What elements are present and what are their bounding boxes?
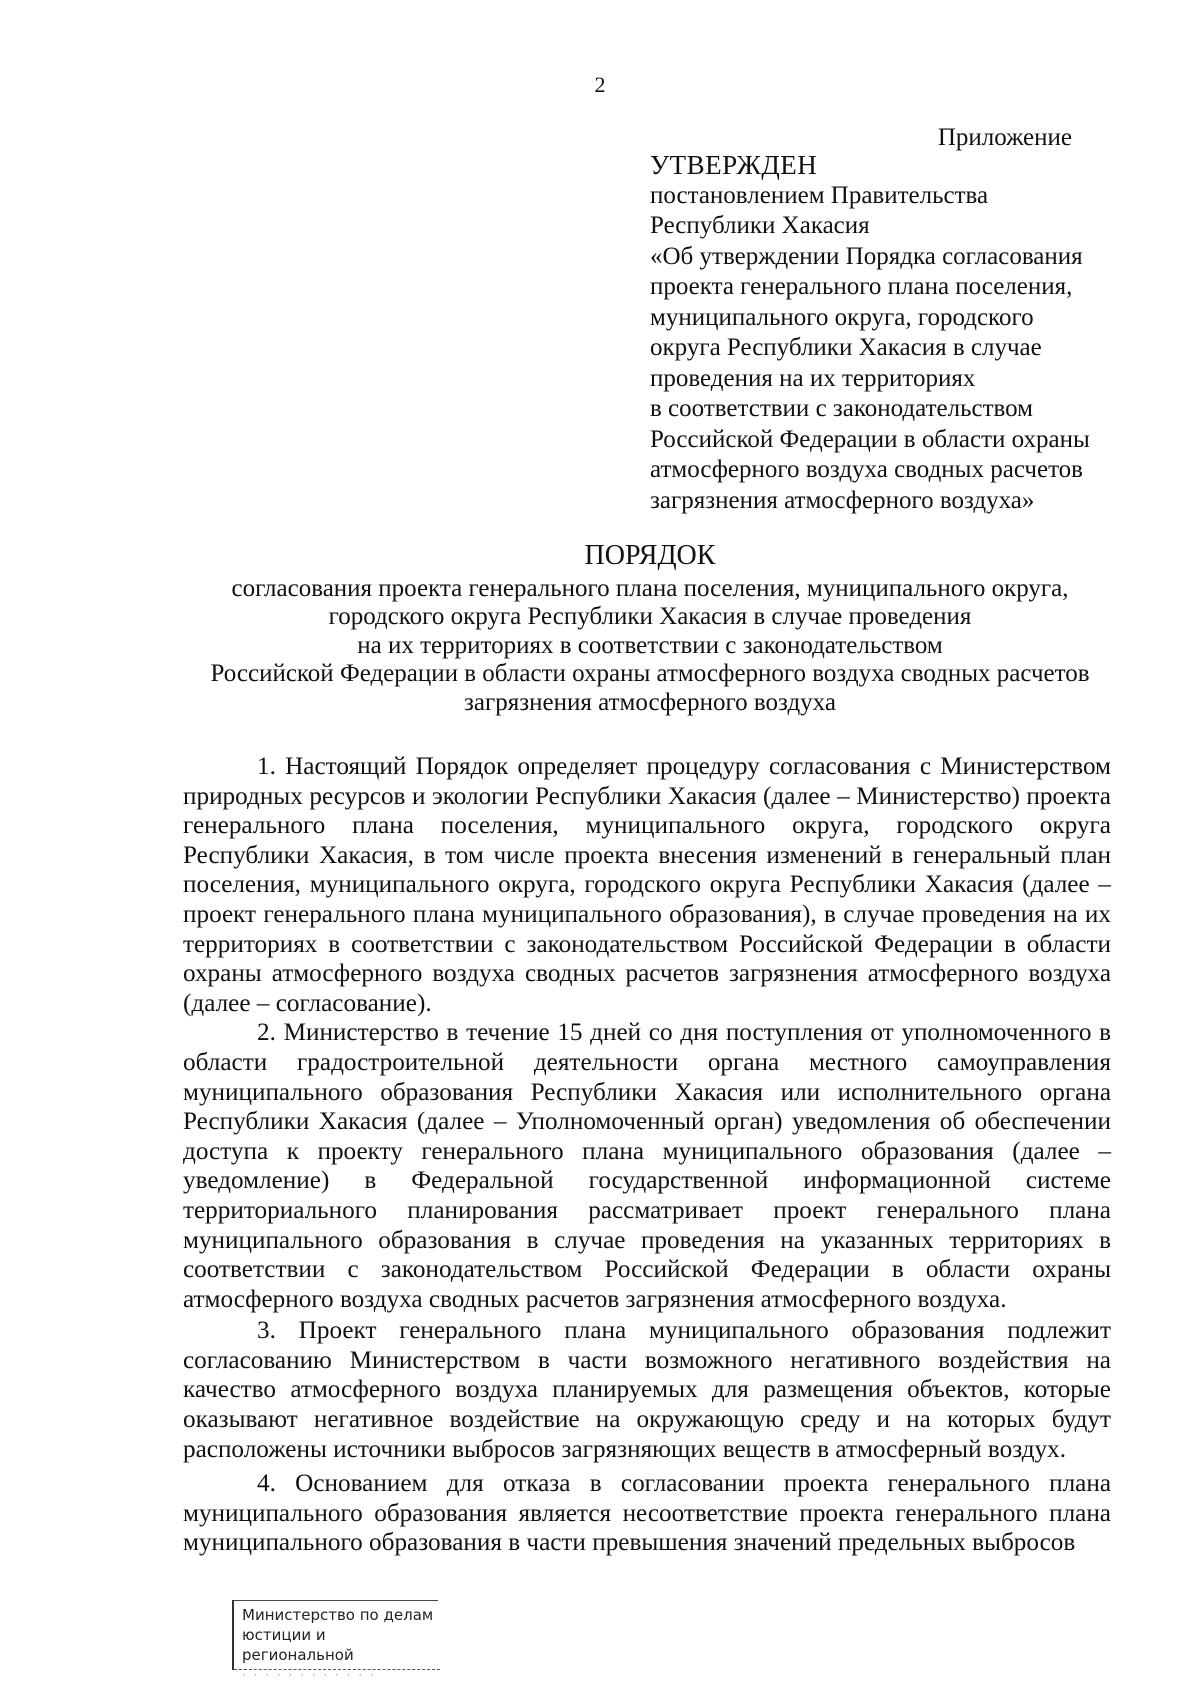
stamp-line-1: Министерство по делам [242, 1606, 434, 1624]
title-line: на их территориях в соответствии с законодательством [357, 631, 943, 659]
stamp-line-3: · · · · · · · · · · · · [242, 1668, 376, 1682]
title-line: Российской Федерации в области охраны атмосферного воздуха сводных расчетов [210, 660, 1090, 687]
approval-line: Российской Федерации в области охраны [650, 425, 1090, 453]
stamp-border-line [234, 1669, 440, 1670]
approval-line: «Об утверждении Порядка согласования [650, 242, 1083, 270]
approval-line: проекта генерального плана поселения, [650, 273, 1073, 300]
page-number: 2 [594, 72, 606, 97]
paragraph-1: 1. Настоящий Порядок определяет процедуру согласования с Министерством природных ресурсов и экологии Республики Хакасия (далее – Министерство) проекта генерального плана поселения, муниципального округа, городского округа Республики Хакасия, в том числе проекта внесения изменений в генеральный план поселения, муниципального округа, городского округа Республики Хакасия (далее – проект генерального плана муниципального образования), в случае проведения на их территориях в соответствии с законодательством Российской Федерации в области охраны атмосферного воздуха сводных расчетов загрязнения атмосферного воздуха (далее – согласование). [183, 753, 1111, 1017]
document-body [183, 752, 1111, 1558]
approval-line: округа Республики Хакасия в случае [650, 334, 1042, 361]
approved-heading: УТВЕРЖДЕН [650, 150, 818, 180]
stamp-line-2: юстиции и региональной [242, 1626, 354, 1664]
registration-stamp [232, 1600, 438, 1682]
paragraph-3: 3. Проект генерального плана муниципального образования подлежит согласованию Министерством в части возможного негативного воздействия на качество атмосферного воздуха планируемых для размещения объектов, которые оказывают негативное воздействие на окружающую среду и на которых будут расположены источники выбросов загрязняющих веществ в атмосферный воздух. [183, 1317, 1111, 1463]
approval-line: атмосферного воздуха сводных расчетов [650, 456, 1083, 483]
title-line: загрязнения атмосферного воздуха [464, 688, 836, 716]
paragraph-4: 4. Основанием для отказа в согласовании проекта генерального плана муниципального образования является несоответствие проекта генерального плана муниципального образования в части превышения значений предельных выбросов [183, 1470, 1111, 1557]
approval-line: загрязнения атмосферного воздуха» [650, 486, 1035, 514]
document-title: ПОРЯДОК [584, 540, 716, 571]
approval-block [650, 150, 1130, 516]
document-title-block [0, 542, 1200, 717]
approval-line: муниципального округа, городского [650, 303, 1034, 331]
approval-line: Республики Хакасия [650, 212, 870, 239]
title-line: согласования проекта генерального плана поселения, муниципального округа, [231, 574, 1069, 602]
approval-line: постановлением Правительства [650, 181, 989, 209]
paragraph-2: 2. Министерство в течение 15 дней со дня поступления от уполномоченного в области градостроительной деятельности органа местного самоуправления муниципального образования Республики Хакасия или исполнительного органа Республики Хакасия (далее – Уполномоченный орган) уведомления об обеспечении доступа к проекту генерального плана муниципального образования (далее – уведомление) в Федеральной государственной информационной системе территориального планирования рассматривает проект генерального плана муниципального образования в случае проведения на указанных территориях в соответствии с законодательством Российской Федерации в области охраны атмосферного воздуха сводных расчетов загрязнения атмосферного воздуха. [183, 1019, 1111, 1313]
title-line: городского округа Республики Хакасия в случае проведения [328, 603, 972, 630]
approval-line: проведения на их территориях [650, 364, 976, 392]
appendix-label: Приложение [937, 124, 1072, 151]
approval-line: в соответствии с законодательством [650, 395, 1033, 422]
